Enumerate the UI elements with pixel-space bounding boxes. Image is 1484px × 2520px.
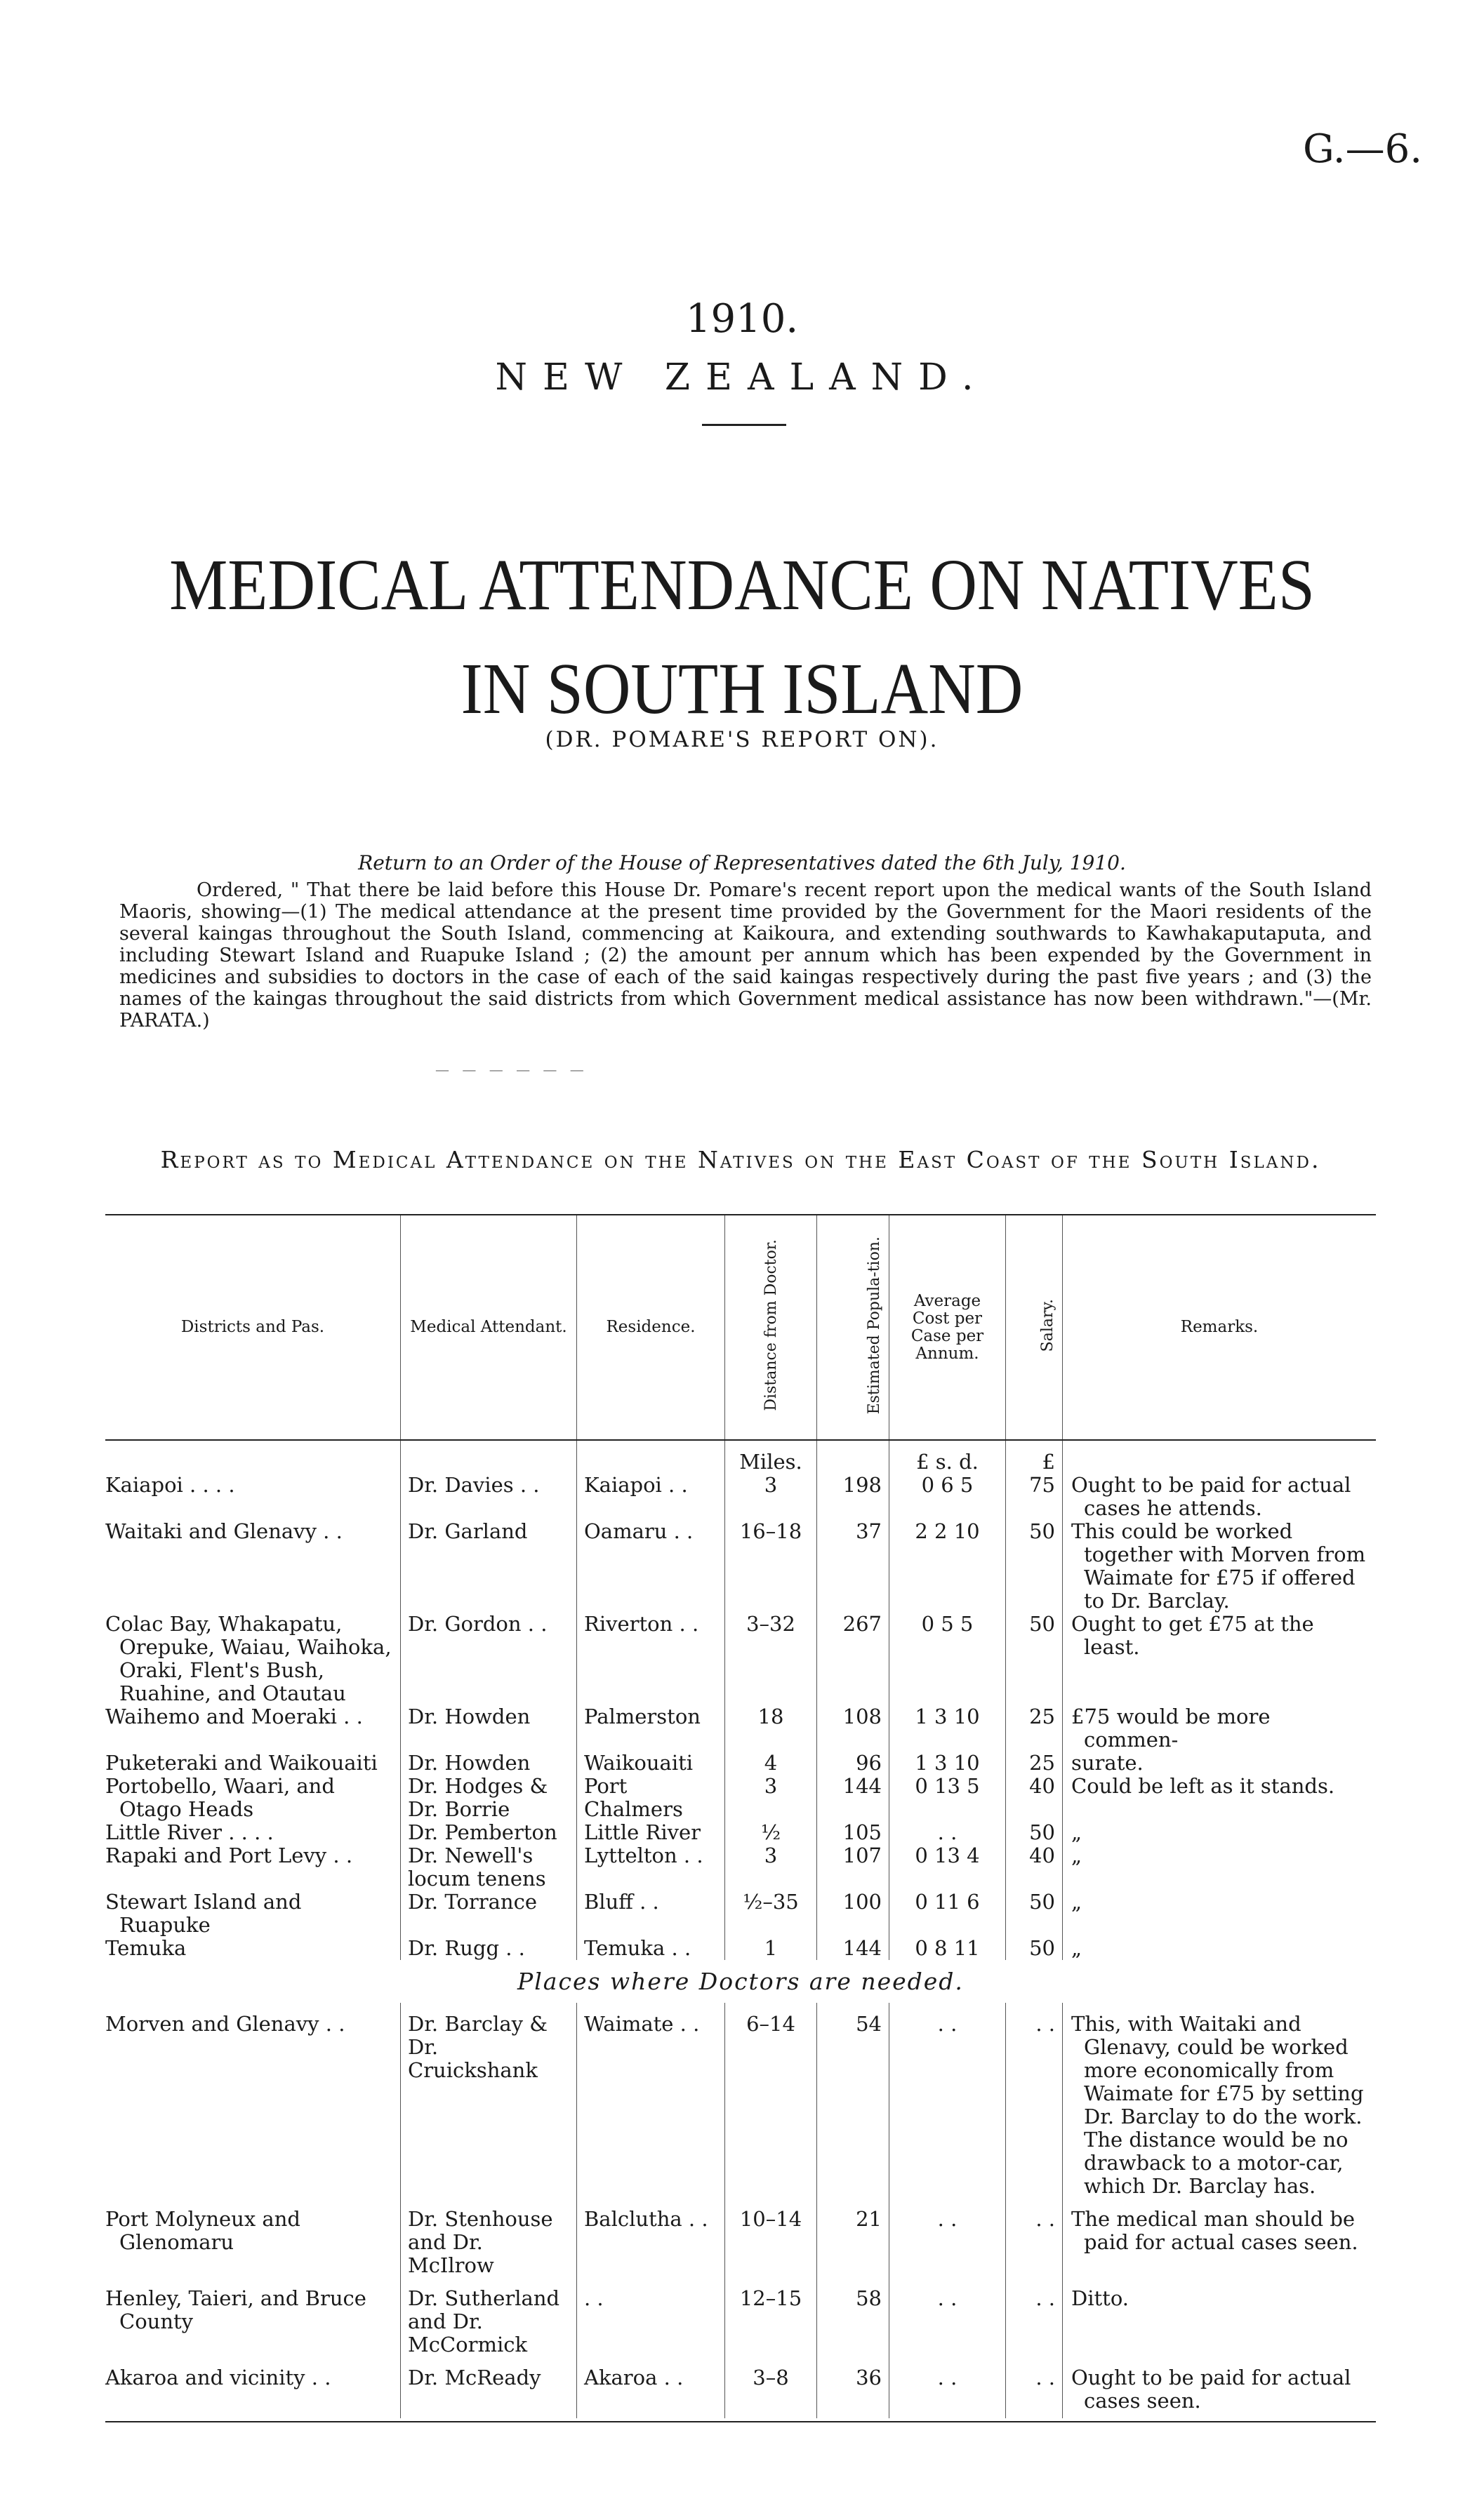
residence-cell: Oamaru . . (577, 1520, 725, 1613)
population-cell: 58 (817, 2277, 889, 2356)
header-population: Estimated Popula-tion. (817, 1215, 889, 1440)
distance-cell: 3 (725, 1775, 817, 1821)
district-cell: Colac Bay, Whakapatu, Orepuke, Waiau, Waihoka, Oraki, Flent's Bush, Ruahine, and Otautau (105, 1612, 392, 1706)
distance-cell: ½–35 (725, 1891, 817, 1937)
units-row (105, 1440, 1376, 1474)
remarks-cell: This, with Waitaki and Glenavy, could be worked more economically from Waimate for £75 by setting Dr. Barclay to do the work. The distance would be no drawback to a motor-car, which Dr. Barclay has. (1063, 2003, 1377, 2198)
table-row (105, 1937, 1376, 1960)
cost-cell: 2 2 10 (889, 1520, 1006, 1613)
cost-cell: . . (889, 2198, 1006, 2277)
cost-cell: . . (889, 1821, 1006, 1844)
distance-cell: 3 (725, 1844, 817, 1891)
cost-cell: 0 13 4 (889, 1844, 1006, 1891)
salary-cell: 75 (1006, 1474, 1063, 1520)
table-row (105, 1705, 1376, 1752)
population-cell: 96 (817, 1752, 889, 1775)
cost-cell: 0 11 6 (889, 1891, 1006, 1937)
attendant-cell: Dr. McReady (401, 2356, 577, 2418)
attendant-cell: Dr. Howden (401, 1752, 577, 1775)
residence-cell: Waikouaiti (577, 1752, 725, 1775)
remarks-cell: surate. (1063, 1752, 1377, 1775)
remarks-cell: Ought to be paid for actual cases he attends. (1063, 1474, 1377, 1520)
population-cell: 21 (817, 2198, 889, 2277)
attendant-cell: Dr. Torrance (401, 1891, 577, 1937)
attended-rows (105, 1474, 1376, 1960)
header-salary: Salary. (1006, 1215, 1063, 1440)
salary-cell: . . (1006, 2003, 1063, 2198)
attendant-cell: Dr. Howden (401, 1705, 577, 1752)
cost-cell: 0 8 11 (889, 1937, 1006, 1960)
population-cell: 37 (817, 1520, 889, 1613)
title-divider (702, 424, 786, 426)
population-cell: 144 (817, 1775, 889, 1821)
salary-cell: 50 (1006, 1520, 1063, 1613)
distance-cell: ½ (725, 1821, 817, 1844)
cost-cell: 0 13 5 (889, 1775, 1006, 1821)
remarks-cell: „ (1063, 1844, 1377, 1891)
unit-cost: £ s. d. (889, 1440, 1006, 1474)
section2-title: Places where Doctors are needed. (517, 1968, 964, 1996)
table-row (105, 1844, 1376, 1891)
distance-cell: 6–14 (725, 2003, 817, 2198)
distance-cell: 10–14 (725, 2198, 817, 2277)
remarks-cell: £75 would be more commen- (1063, 1705, 1377, 1752)
header-cost: Average Cost per Case per Annum. (889, 1215, 1006, 1440)
table-row (105, 1891, 1376, 1937)
district-cell: Port Molyneux and Glenomaru (105, 2207, 300, 2255)
table-row (105, 1752, 1376, 1775)
header-distance: Distance from Doctor. (725, 1215, 817, 1440)
return-line: Return to an Order of the House of Representatives dated the 6th July, 1910. (358, 851, 1126, 874)
residence-cell: . . (577, 2277, 725, 2356)
salary-cell: 25 (1006, 1752, 1063, 1775)
attendant-cell: Dr. Barclay & Dr. Cruickshank (401, 2003, 577, 2198)
population-cell: 144 (817, 1937, 889, 1960)
salary-cell: 50 (1006, 1891, 1063, 1937)
table-row (105, 1775, 1376, 1821)
residence-cell: Akaroa . . (577, 2356, 725, 2418)
table-row (105, 1474, 1376, 1520)
distance-cell: 18 (725, 1705, 817, 1752)
remarks-cell: The medical man should be paid for actual cases seen. (1063, 2198, 1377, 2277)
section-heading-row (105, 1960, 1376, 2003)
table-row (105, 2198, 1376, 2277)
district-cell: Temuka (105, 1936, 187, 1961)
attendant-cell: Dr. Garland (401, 1520, 577, 1613)
population-cell: 267 (817, 1613, 889, 1705)
distance-cell: 16–18 (725, 1520, 817, 1613)
salary-cell: 50 (1006, 1937, 1063, 1960)
residence-cell: Little River (577, 1821, 725, 1844)
salary-cell: 25 (1006, 1705, 1063, 1752)
table-row (105, 2277, 1376, 2356)
attendant-cell: Dr. Sutherland and Dr. McCormick (401, 2277, 577, 2356)
residence-cell: Port Chalmers (577, 1775, 725, 1821)
attendance-table (105, 1214, 1376, 2418)
salary-cell: . . (1006, 2356, 1063, 2418)
district-cell: Waihemo and Moeraki . . (105, 1705, 363, 1729)
order-paragraph: Ordered, " That there be laid before this House Dr. Pomare's recent report upon the medical wants of the South Island Maoris, showing—(1) The medical attendance at the present time provided by the Government for the Maori residents of the several kaingas throughout the South Island, commencing at Kaikoura, and extending southwards to Kawhakaputaputa, and including Stewart Island and Ruapuke Island ; (2) the amount per annum which has been expended by the Government in medicines and subsidies to doctors in the case of each of the said kaingas respectively during the past five years ; and (3) the names of the kaingas throughout the said districts from which Government medical assistance has now been withdrawn."—(Mr. PARATA.) (119, 879, 1372, 1032)
separator-dashes: — — — — — — (435, 1061, 588, 1078)
country-heading: NEW ZEALAND. (495, 356, 989, 399)
table-row (105, 2003, 1376, 2198)
salary-cell: . . (1006, 2277, 1063, 2356)
table-header-row (105, 1215, 1376, 1440)
district-cell: Morven and Glenavy . . (105, 2012, 345, 2036)
residence-cell: Kaiapoi . . (577, 1474, 725, 1520)
document-title: MEDICAL ATTENDANCE ON NATIVES IN SOUTH ISLAND (169, 545, 1315, 729)
population-cell: 105 (817, 1821, 889, 1844)
cost-cell: 1 3 10 (889, 1705, 1006, 1752)
year: 1910. (685, 296, 799, 342)
district-cell: Puketeraki and Waikouaiti (105, 1751, 378, 1775)
residence-cell: Temuka . . (577, 1937, 725, 1960)
cost-cell: 0 6 5 (889, 1474, 1006, 1520)
distance-cell: 3–32 (725, 1613, 817, 1705)
salary-cell: 40 (1006, 1775, 1063, 1821)
needed-rows (105, 2003, 1376, 2418)
remarks-cell: Could be left as it stands. (1063, 1775, 1377, 1821)
population-cell: 107 (817, 1844, 889, 1891)
table-row (105, 1613, 1376, 1705)
cost-cell: . . (889, 2356, 1006, 2418)
distance-cell: 1 (725, 1937, 817, 1960)
residence-cell: Riverton . . (577, 1613, 725, 1705)
residence-cell: Palmerston (577, 1705, 725, 1752)
attendant-cell: Dr. Davies . . (401, 1474, 577, 1520)
remarks-cell: „ (1063, 1937, 1377, 1960)
remarks-cell: „ (1063, 1821, 1377, 1844)
header-districts: Districts and Pas. (180, 1318, 325, 1337)
report-title: Report as to Medical Attendance on the Natives on the East Coast of the South Island. (160, 1146, 1321, 1173)
table-bottom-rule (105, 2421, 1376, 2422)
cost-cell: 1 3 10 (889, 1752, 1006, 1775)
salary-cell: 50 (1006, 1821, 1063, 1844)
residence-cell: Lyttelton . . (577, 1844, 725, 1891)
population-cell: 36 (817, 2356, 889, 2418)
table-row (105, 1821, 1376, 1844)
salary-cell: 50 (1006, 1613, 1063, 1705)
attendant-cell: Dr. Gordon . . (401, 1613, 577, 1705)
header-remarks: Remarks. (1063, 1215, 1377, 1440)
district-cell: Stewart Island and Ruapuke (105, 1890, 302, 1938)
residence-cell: Bluff . . (577, 1891, 725, 1937)
remarks-cell: Ought to be paid for actual cases seen. (1063, 2356, 1377, 2418)
population-cell: 100 (817, 1891, 889, 1937)
district-cell: Little River . . . . (105, 1820, 274, 1845)
distance-cell: 3 (725, 1474, 817, 1520)
district-cell: Henley, Taieri, and Bruce County (105, 2286, 366, 2334)
cost-cell: . . (889, 2277, 1006, 2356)
distance-cell: 4 (725, 1752, 817, 1775)
cost-cell: 0 5 5 (889, 1613, 1006, 1705)
table-row (105, 2356, 1376, 2418)
cost-cell: . . (889, 2003, 1006, 2198)
district-cell: Waitaki and Glenavy . . (105, 1519, 343, 1544)
population-cell: 198 (817, 1474, 889, 1520)
population-cell: 108 (817, 1705, 889, 1752)
unit-salary: £ (1006, 1440, 1063, 1474)
document-subtitle: (DR. POMARE'S REPORT ON). (545, 727, 939, 752)
attendant-cell: Dr. Hodges & Dr. Borrie (401, 1775, 577, 1821)
residence-cell: Balclutha . . (577, 2198, 725, 2277)
table-row (105, 1520, 1376, 1613)
unit-distance: Miles. (725, 1440, 817, 1474)
district-cell: Akaroa and vicinity . . (105, 2366, 331, 2390)
district-cell: Rapaki and Port Levy . . (105, 1844, 353, 1868)
attendant-cell: Dr. Pemberton (401, 1821, 577, 1844)
remarks-cell: Ought to get £75 at the least. (1063, 1613, 1377, 1705)
district-cell: Portobello, Waari, and Otago Heads (105, 1774, 335, 1822)
salary-cell: 40 (1006, 1844, 1063, 1891)
attendant-cell: Dr. Stenhouse and Dr. McIlrow (401, 2198, 577, 2277)
header-residence: Residence. (577, 1215, 725, 1440)
attendant-cell: Dr. Rugg . . (401, 1937, 577, 1960)
remarks-cell: Ditto. (1063, 2277, 1377, 2356)
remarks-cell: This could be worked together with Morven from Waimate for £75 if offered to Dr. Barclay. (1063, 1520, 1377, 1613)
district-cell: Kaiapoi . . . . (105, 1473, 235, 1498)
remarks-cell: „ (1063, 1891, 1377, 1937)
residence-cell: Waimate . . (577, 2003, 725, 2198)
attendant-cell: Dr. Newell's locum tenens (401, 1844, 577, 1891)
header-attendant: Medical Attendant. (401, 1215, 577, 1440)
page-code: G.—6. (1303, 126, 1422, 172)
population-cell: 54 (817, 2003, 889, 2198)
distance-cell: 3–8 (725, 2356, 817, 2418)
salary-cell: . . (1006, 2198, 1063, 2277)
distance-cell: 12–15 (725, 2277, 817, 2356)
